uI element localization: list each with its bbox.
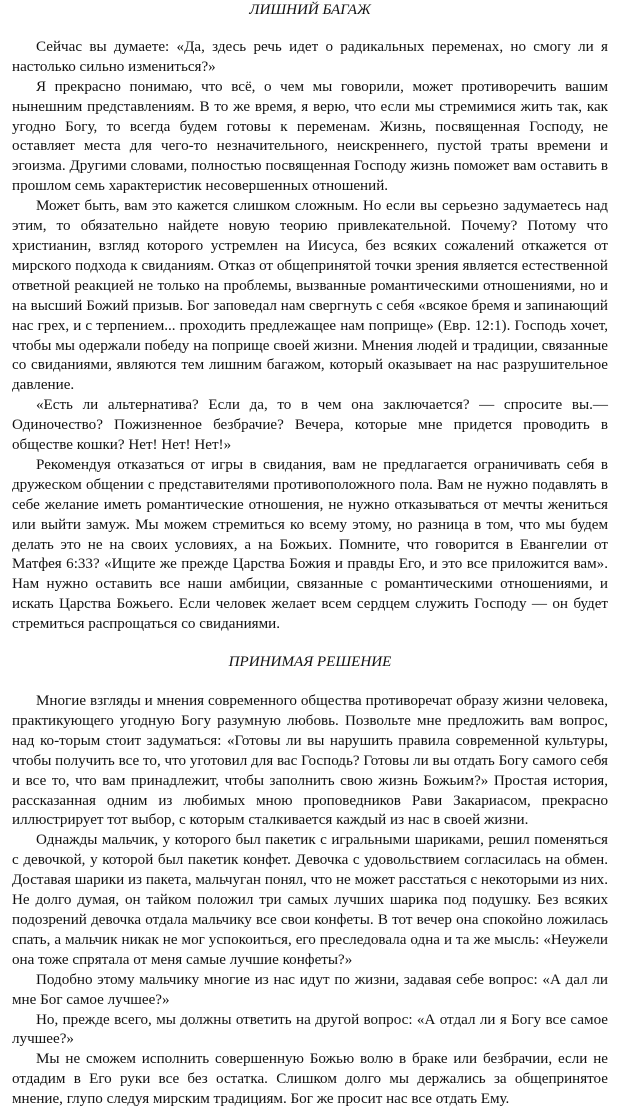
paragraph: Рекомендуя отказаться от игры в свидания, вам не предлагается ограничивать себя в дружеском общении с представителями противоположного пола. Вам не нужно подавлять в себе желание иметь романтические отношения, не нужно отказываться от мечты жениться или выйти замуж. Мы можем стремиться ко всему этому, но разница в том, что мы будем делать это не на своих условиях, а на Божьих. Помните, что говорится в Евангелии от Матфея 6:33? «Ищите же прежде Царства Божия и правды Его, и это все приложится вам». Нам нужно оставить все наши амбиции, связанные с романтическими отношениями, и искать Царства Божьего. Если человек желает всем сердцем служить Господу — он будет стремиться распрощаться со свиданиями. [12, 456, 608, 633]
section-title-making-decision: ПРИНИМАЯ РЕШЕНИЕ [228, 654, 392, 671]
paragraph: «Есть ли альтернатива? Если да, то в чем она заключается? — спросите вы.— Одиночество? Пожизненное безбрачие? Вечера, которые мне придется проводить в обществе кошки? Нет! Нет! Нет!» [12, 397, 608, 454]
paragraph: Многие взгляды и мнения современного общества противоречат образу жизни человека, практикующего угодную Богу разумную любовь. Позвольте мне предложить вам вопрос, над ко-торым стоит задуматься: «Готовы ли вы нарушить правила современной культуры, чтобы получить все то, что уготовил для вас Господь? Готовы ли вы отдать Богу самого себя и все то, что вам принадлежит, чтобы заполнить свою жизнь Божьим?» Простая история, рассказанная одним из любимых мною проповедников Рави Закариасом, прекрасно иллюстрирует тот выбор, с которым сталкивается каждый из нас в своей жизни. [12, 693, 608, 829]
paragraph: Сейчас вы думаете: «Да, здесь речь идет о радикальных переменах, но смогу ли я настолько сильно измениться?» [12, 38, 608, 75]
paragraph: Может быть, вам это кажется слишком сложным. Но если вы серьезно задумаетесь над этим, то обязательно найдете новую теорию привлекательной. Почему? Потому что христианин, взгляд которого устремлен на Иисуса, без всяких сожалений откажется от мирского подхода к свиданиям. Отказ от общепринятой точки зрения является естественной ответной реакцией не только на проблемы, вызванные романтическими отношениями, но и на высший Божий призыв. Бог заповедал нам свергнуть с себя «всякое бремя и запинающий нас грех, и с терпением... проходить предлежащее нам поприще» (Евр. 12:1). Господь хочет, чтобы мы одержали победу на поприще своей жизни. Мнения людей и традиции, связанные со свиданиями, являются тем лишним багажом, который оказывает на нас разрушительное давление. [12, 198, 608, 394]
section-title-excess-baggage: ЛИШНИЙ БАГАЖ [249, 2, 371, 18]
paragraph: Я прекрасно понимаю, что всё, о чем мы говорили, может противоречить вашим нынешним представлениям. В то же время, я верю, что если мы стремимися жить так, как угодно Богу, то всегда будем готовы к переменам. Жизнь, посвященная Господу, не оставляет места для чего-то незначительного, неискреннего, пустой траты времени и эгоизма. Другими словами, полностью посвященная Господу жизнь поможет вам оставить в прошлом семь характеристик несовершенных отношений. [12, 78, 608, 195]
paragraph: Но, прежде всего, мы должны ответить на другой вопрос: «А отдал ли я Богу все самое лучшее?» [12, 1011, 608, 1048]
paragraph: Подобно этому мальчику многие из нас идут по жизни, задавая себе вопрос: «А дал ли мне Бог самое лучшее?» [12, 971, 608, 1008]
paragraph: Однажды мальчик, у которого был пакетик с игральными шариками, решил поменяться с девочкой, у которой был пакетик конфет. Девочка с удовольствием согласилась на обмен. Доставая шарики из пакета, мальчуган понял, что не может расстаться с некоторыми из них. Не долго думая, он тайком положил три самых лучших шарика под подушку. Без всяких подозрений девочка отдала мальчику все свои конфеты. В тот вечер она спокойно ложилась спать, а мальчик никак не мог успокоиться, его преследовала одна и та же мысль: «Неужели она тоже спрятала от меня самые лучшие конфеты?» [12, 832, 608, 968]
document-page [12, 0, 608, 1110]
paragraph: Мы не сможем исполнить совершенную Божью волю в браке или безбрачии, если не отдадим в Его руки все без остатка. Слишком долго мы держались за общепринятое мнение, глупо следуя мирским традициям. Бог же просит нас все отдать Ему. [12, 1051, 608, 1108]
